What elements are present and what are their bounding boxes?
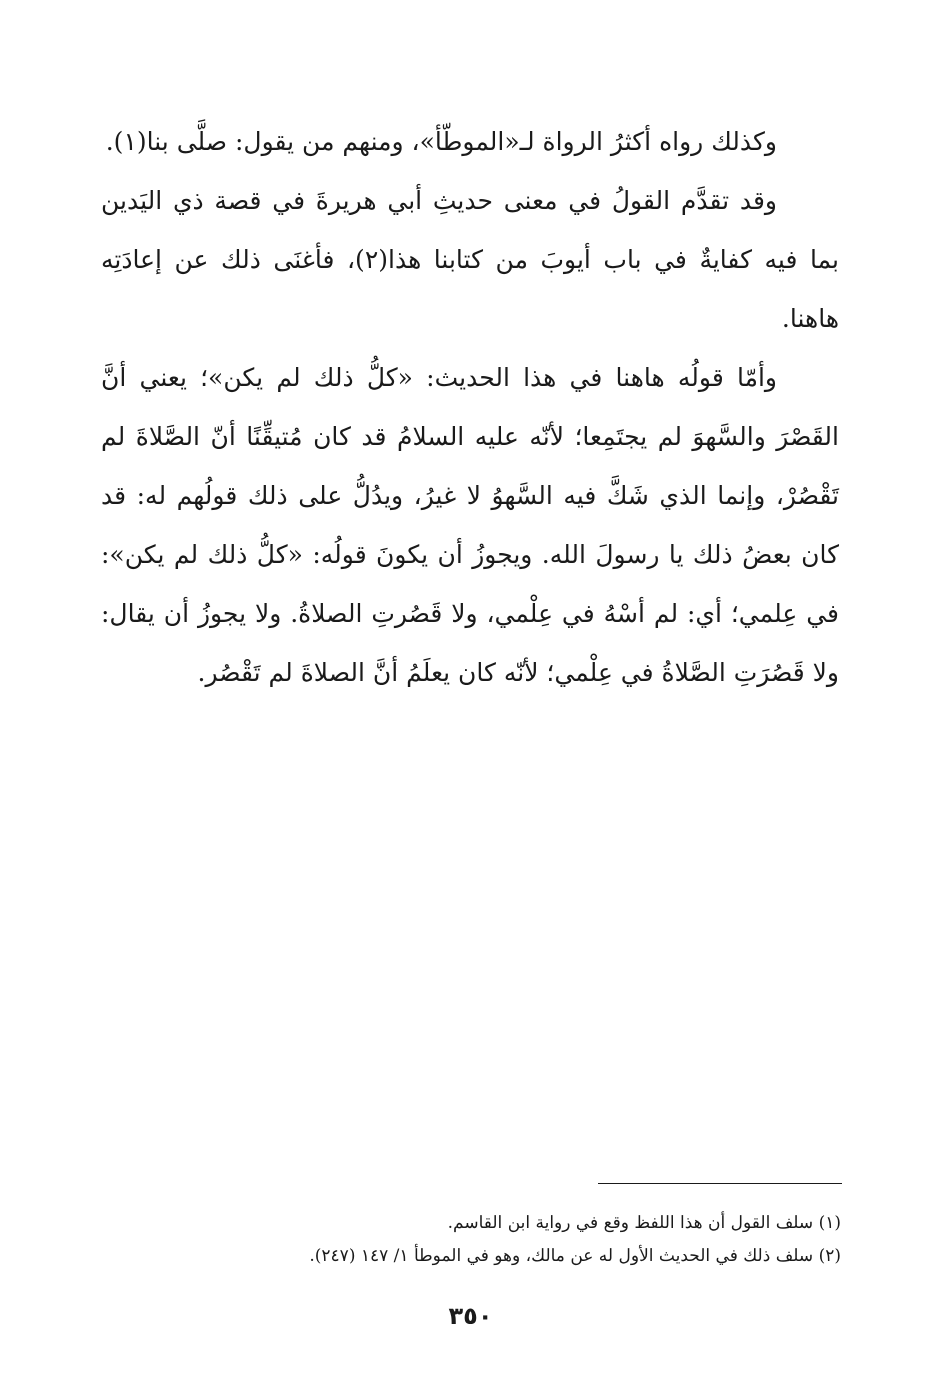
footnotes [103,1207,841,1273]
page-number: ٣٥٠ [448,1302,493,1330]
footnote-separator [598,1183,842,1184]
footnote-2: (٢) سلف ذلك في الحديث الأول له عن مالك، وهو في الموطأ ١/ ١٤٧ (٢٤٧). [309,1246,841,1266]
paragraph-3: وأمّا قولُه هاهنا في هذا الحديث: «كلُّ ذلك لم يكن»؛ يعني أنَّ القَصْرَ والسَّهوَ لم يجتَمِعا؛ لأنّه عليه السلامُ قد كان مُتيقِّنًا أنّ الصَّلاةَ لم تَقْصُرْ، وإنما الذي شَكَّ فيه السَّهوُ لا غيرُ، ويدُلُّ على ذلك قولُهم له: قد كان بعضُ ذلك يا رسولَ الله. ويجوزُ أن يكونَ قولُه: «كلُّ ذلك لم يكن»: في عِلمي؛ أي: لم أسْهُ في عِلْمي، ولا قَصُرتِ الصلاةُ. ولا يجوزُ أن يقال: ولا قَصُرَتِ الصَّلاةُ في عِلْمي؛ لأنّه كان يعلَمُ أنَّ الصلاةَ لم تَقْصُر. [101,363,839,687]
main-text [101,112,839,702]
paragraph-2: وقد تقدَّم القولُ في معنى حديثِ أبي هريرةَ في قصة ذي اليَدين بما فيه كفايةٌ في باب أيوبَ من كتابنا هذا(٢)، فأغنَى ذلك عن إعادَتِه هاهنا. [101,186,840,333]
paragraph-1: وكذلك رواه أكثرُ الرواة لـ«الموطّأ»، ومنهم من يقول: صلَّى بنا(١). [105,127,777,156]
footnote-1: (١) سلف القول أن هذا اللفظ وقع في رواية ابن القاسم. [447,1213,841,1233]
